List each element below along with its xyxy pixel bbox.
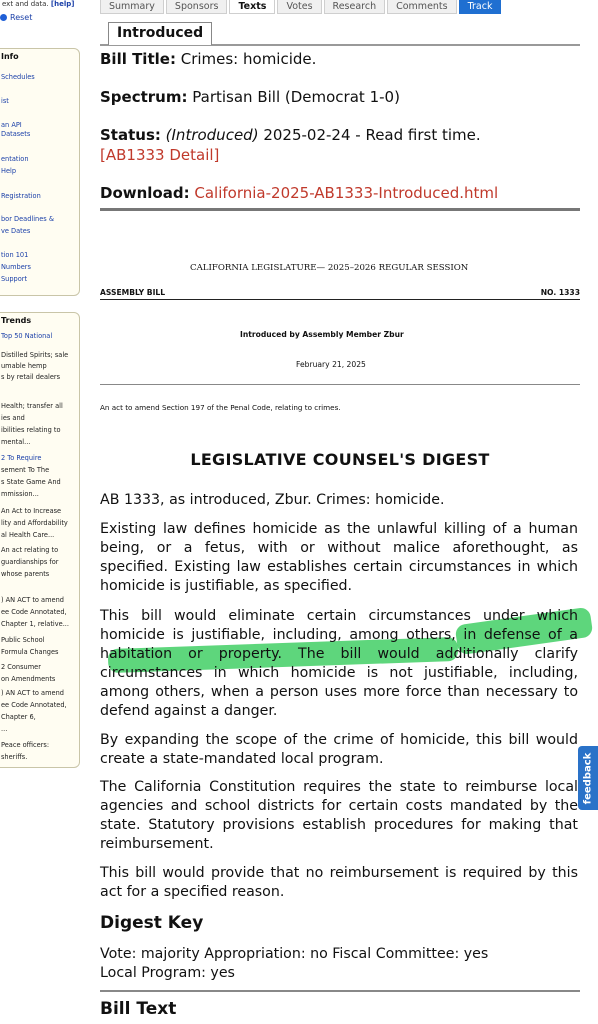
session-line: CALIFORNIA LEGISLATURE— 2025–2026 REGULAR SESSION [190,263,469,273]
bill-title-label: Bill Title: [100,50,176,68]
info-link[interactable]: ist [1,97,9,105]
trend-item[interactable]: ) AN ACT to amend [1,596,64,604]
help-link[interactable]: [help] [50,0,75,8]
digest-paragraph: By expanding the scope of the crime of homicide, this bill would create a state-mandated local program. [100,732,578,767]
digest-key-heading: Digest Key [100,913,204,933]
spectrum-label: Spectrum: [100,88,188,106]
left-sidebar [0,0,82,1024]
digest-paragraph: AB 1333, as introduced, Zbur. Crimes: homicide. [100,492,445,508]
feedback-button[interactable] [578,746,598,810]
info-link[interactable]: Numbers [1,263,31,271]
intro-date: February 21, 2025 [296,360,366,369]
trend-item[interactable]: ies and [1,414,25,422]
bill-text-heading: Bill Text [100,999,177,1019]
trend-item[interactable]: on Amendments [1,675,56,683]
sidebar-top-text: ext and data. [help] [2,0,75,8]
digest-paragraph: This bill would provide that no reimbursement is required by this act for a specified reason. [100,865,578,900]
assembly-bill-label: ASSEMBLY BILL [100,288,166,297]
text-version-tabs [100,20,580,46]
reset-control[interactable] [0,13,32,22]
trend-item[interactable]: Peace officers: [1,741,50,749]
digest-paragraph: Existing law defines homicide as the unlawful killing of a human being, or a fetus, with or without malice aforethought, as specified. Existing law establishes certain circumstances in which homicide is justifiable, as specified. [100,521,578,594]
act-line: An act to amend Section 197 of the Penal Code, relating to crimes. [100,403,341,412]
trend-item[interactable]: sheriffs. [1,753,28,761]
trend-item[interactable]: mmission... [1,490,39,498]
introduced-by: Introduced by Assembly Member Zbur [240,330,404,339]
bill-tabs [100,0,503,14]
reset-label[interactable]: Reset [10,13,33,22]
info-link[interactable]: ve Dates [1,227,31,235]
spectrum-row [100,88,400,106]
trend-item[interactable]: s by retail dealers [1,373,61,381]
info-box-title: Info [1,52,19,61]
radio-icon[interactable] [0,14,7,21]
info-link[interactable]: entation [1,155,29,163]
trend-item[interactable]: guardianships for [1,558,59,566]
trend-item[interactable]: ... [1,725,8,733]
trend-item[interactable]: ) AN ACT to amend [1,689,64,697]
trend-item[interactable]: 2 Consumer [1,663,41,671]
trend-item[interactable]: al Health Care... [1,531,55,539]
trend-item[interactable]: lity and Affordability [1,519,68,527]
tab-introduced[interactable]: Introduced [108,22,212,45]
download-row [100,184,498,202]
trend-item[interactable]: Distilled Spirits; sale [1,351,69,359]
detail-row [100,146,219,164]
info-link[interactable]: Registration [1,192,41,200]
trend-item[interactable]: Chapter 1, relative... [1,620,70,628]
info-link[interactable]: Support [1,275,28,283]
info-link[interactable]: bor Deadlines & [1,215,54,223]
section-divider [100,990,580,992]
intro-rule [100,384,580,385]
trends-box-title: Trends [1,316,32,325]
bill-title-row [100,50,316,68]
trend-item[interactable]: s State Game And [1,478,61,486]
trends-box [0,312,80,768]
info-link[interactable]: tion 101 [1,251,29,259]
trend-item[interactable]: ee Code Annotated, [1,701,67,709]
bill-detail-link[interactable]: [AB1333 Detail] [100,146,220,164]
tab-comments[interactable]: Comments [387,0,457,14]
trend-item[interactable]: Public School [1,636,45,644]
trend-item[interactable]: mental... [1,438,31,446]
trend-item[interactable]: whose parents [1,570,50,578]
digest-paragraph: This bill would eliminate certain circumstances under which homicide is justifiable, including, among others, in defense of a habitation or property. The bill would additionally clarify circumstances in which homicide is not justifiable, including, among others, when a person uses more force than necessary to defend against a danger. [100,608,578,719]
digest-key-line: Vote: majority Appropriation: no Fiscal Committee: yes [100,946,489,962]
tab-summary[interactable]: Summary [100,0,164,14]
trend-item[interactable]: Formula Changes [1,648,59,656]
top-50-link[interactable]: Top 50 National [1,332,53,340]
section-divider [100,208,580,211]
feedback-label[interactable]: feedback [582,752,594,804]
trend-item[interactable]: ee Code Annotated, [1,608,67,616]
trend-item[interactable]: An act relating to [1,546,59,554]
digest-paragraph: The California Constitution requires the state to reimburse local agencies and school districts for certain costs mandated by the state. Statutory provisions establish procedures for making that reimbursement. [100,779,578,852]
trend-item[interactable]: Chapter 6, [1,713,36,721]
digest-heading: LEGISLATIVE COUNSEL'S DIGEST [190,450,490,469]
info-link[interactable]: Datasets [1,130,31,138]
status-text: 2025-02-24 - Read first time. [263,126,481,144]
trend-item[interactable]: sement To The [1,466,50,474]
tab-texts[interactable]: Texts [229,0,275,14]
bill-number: NO. 1333 [540,288,580,297]
status-row [100,126,481,144]
tab-research[interactable]: Research [324,0,386,14]
trend-item[interactable]: An Act to Increase [1,507,62,515]
track-button[interactable]: Track [459,0,502,14]
status-state: (Introduced) [165,126,259,144]
tab-votes[interactable]: Votes [277,0,321,14]
info-link[interactable]: Help [1,167,17,175]
info-box [0,48,80,296]
status-label: Status: [100,126,161,144]
info-link[interactable]: an API [1,121,22,129]
download-label: Download: [100,184,190,202]
tab-sponsors[interactable]: Sponsors [166,0,228,14]
bill-title-value: Crimes: homicide. [180,50,317,68]
trend-item[interactable]: umable hemp [1,362,47,370]
digest-key-line: Local Program: yes [100,965,235,981]
info-link[interactable]: Schedules [1,73,35,81]
trend-item[interactable]: 2 To Require [1,454,42,462]
header-rule [100,299,580,300]
spectrum-value: Partisan Bill (Democrat 1-0) [192,88,400,106]
trend-item[interactable]: Health; transfer all [1,402,63,410]
download-link[interactable]: California-2025-AB1333-Introduced.html [194,184,499,202]
trend-item[interactable]: ibilities relating to [1,426,61,434]
